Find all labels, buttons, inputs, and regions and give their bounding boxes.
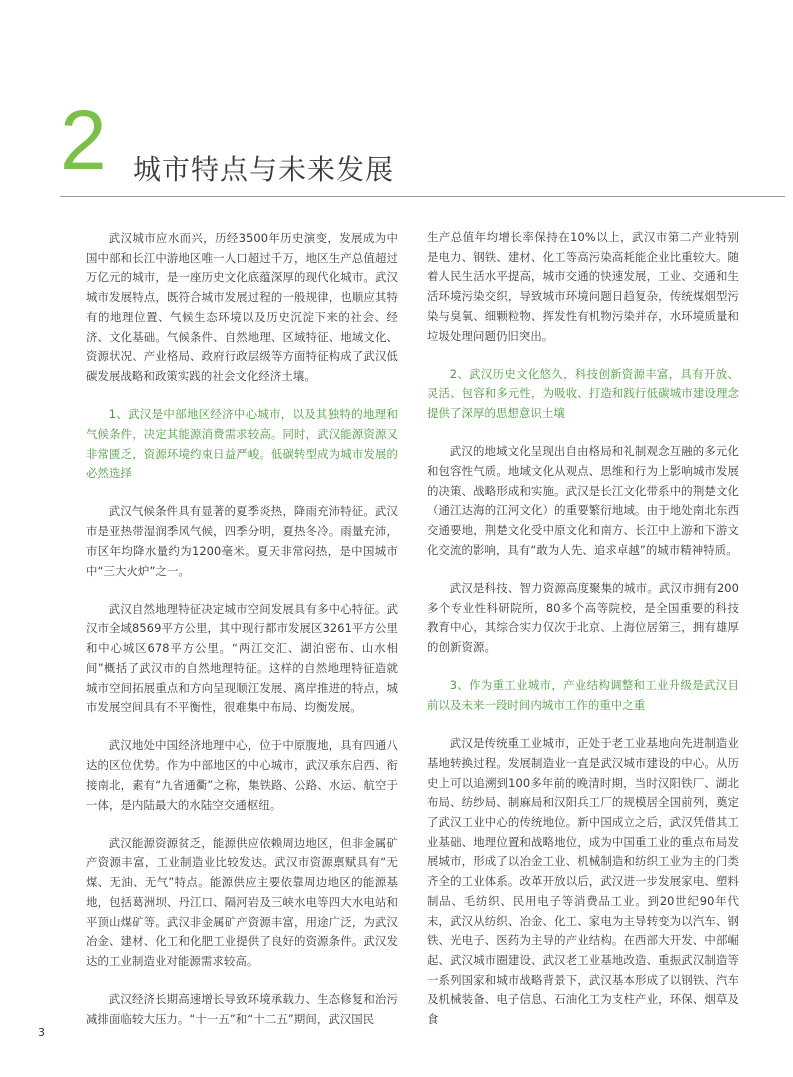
paragraph-culture: 武汉的地域文化呈现出自由格局和礼制观念互融的多元化和包容性气质。地域文化从观点、思维和行为上影响城市发展的决策、战略形成和实施。武汉是长江文化带系中的荆楚文化（通江达海的江河文化）的重要繁衍地域。由于地处南北东西交通要地，荆楚文化受中原文化和南方、长江中上游和下游文化交流的影响，具有“敢为人先、追求卓越”的城市精神特质。 xyxy=(427,444,739,557)
right-column xyxy=(427,228,739,1048)
paragraph-economy: 武汉经济长期高速增长导致环境承载力、生态修复和治污减排面临较大压力。“十一五”和“十二五”期间，武汉国民 xyxy=(86,992,398,1026)
page-number: 3 xyxy=(38,1026,45,1039)
paragraph-energy: 武汉能源资源贫乏，能源供应依赖周边地区，但非金属矿产资源丰富，工业制造业比较发达。武汉市资源禀赋具有“无煤、无油、无气”特点。能源供应主要依靠周边地区的能源基地，包括葛洲坝、丹江口、隔河岩及三峡水电等四大水电站和平顶山煤矿等。武汉非金属矿产资源丰富，用途广泛，为武汉冶金、建材、化工和化肥工业提供了良好的资源条件。武汉发达的工业制造业对能源需求较高。 xyxy=(86,835,398,968)
paragraph-intro: 武汉城市应水而兴，历经3500年历史演变，发展成为中国中部和长江中游地区唯一人口超过千万，地区生产总值超过万亿元的城市，是一座历史文化底蕴深厚的现代化城市。武汉城市发展特点，既符合城市发展过程的一般规律，也顺应其特有的地理位置、气候生态环境以及历史沉淀下来的社会、经济、文化基础。气候条件、自然地理、区域特征、地域文化、资源状况、产业格局、政府行政层级等方面特征构成了武汉低碳发展战略和政策实践的社会文化经济土壤。 xyxy=(86,231,398,383)
paragraph-economy-continued: 生产总值年均增长率保持在10%以上，武汉市第二产业特别是电力、钢铁、建材、化工等高污染高耗能企业比重较大。随着人民生活水平提高，城市交通的快速发展，工业、交通和生活环境污染交织，导致城市环境问题日趋复杂，传统煤烟型污染与臭氧、细颗粒物、挥发性有机物污染并存，水环境质量和垃圾处理问题仍旧突出。 xyxy=(427,230,739,343)
left-column xyxy=(86,229,398,1048)
chapter-title: 城市特点与未来发展 xyxy=(133,153,395,186)
paragraph-geography: 武汉自然地理特征决定城市空间发展具有多中心特征。武汉市全域8569平方公里，其中现行都市发展区3261平方公里和中心城区678平方公里。“两江交汇、湖泊密布、山水相间”概括了武汉市的自然地理特征。这样的自然地理特征造就城市空间拓展重点和方向呈现顺江发展、离岸推进的特点，城市发展空间具有不平衡性，很难集中布局、均衡发展。 xyxy=(86,601,398,715)
chapter-number: 2 xyxy=(60,93,107,187)
paragraph-industry: 武汉是传统重工业城市，正处于老工业基地向先进制造业基地转换过程。发展制造业一直是武汉城市建设的中心。从历史上可以追溯到100多年前的晚清时期，当时汉阳铁厂、湖北布局、纺纱局、制麻局和汉阳兵工厂的规模居全国前列，奠定了武汉工业中心的传统地位。新中国成立之后，武汉凭借其工业基础、地理位置和战略地位，成为中国重工业的重点布局发展城市，形成了以冶金工业、机械制造和纺织工业为主的门类齐全的工业体系。改革开放以后，武汉进一步发展家电、塑料制品、毛纺织、民用电子等消费品工业。到20世纪90年代末，武汉从纺织、冶金、化工、家电为主导转变为以汽车、钢铁、光电子、医药为主导的产业结构。在西部大开发、中部崛起、武汉城市圈建设、武汉老工业基地改造、重振武汉制造等一系列国家和城市战略背景下，武汉基本形成了以钢铁、汽车及机械装备、电子信息、石油化工为支柱产业，环保、烟草及食 xyxy=(427,736,739,1027)
paragraph-location: 武汉地处中国经济地理中心，位于中原腹地，具有四通八达的区位优势。作为中部地区的中心城市，武汉承东启西、衔接南北，素有“九省通衢”之称，集铁路、公路、水运、航空于一体，是内陆最大的水陆空交通枢纽。 xyxy=(86,738,398,812)
section-heading-1: 1、武汉是中部地区经济中心城市，以及其独特的地理和气候条件，决定其能源消费需求较高。同时，武汉能源资源又非常匮乏，资源环境约束日益严峻。低碳转型成为城市发展的必然选择 xyxy=(86,407,398,481)
section-heading-2: 2、武汉历史文化悠久，科技创新资源丰富，具有开放、灵活、包容和多元性，为吸收、打造和践行低碳城市建设理念提供了深厚的思想意识土壤 xyxy=(427,366,739,421)
section-heading-3: 3、作为重工业城市，产业结构调整和工业升级是武汉目前以及未来一段时间内城市工作的重中之重 xyxy=(427,678,739,713)
title-divider xyxy=(60,196,785,197)
paragraph-climate: 武汉气候条件具有显著的夏季炎热，降雨充沛特征。武汉市是亚热带湿润季风气候，四季分明，夏热冬冷。雨量充沛，市区年均降水量约为1200毫米。夏天非常闷热，是中国城市中“三大火炉”之一。 xyxy=(86,504,398,578)
paragraph-science: 武汉是科技、智力资源高度聚集的城市。武汉市拥有200多个专业性科研院所，80多个高等院校，是全国重要的科技教育中心，其综合实力仅次于北京、上海位居第三，拥有雄厚的创新资源。 xyxy=(427,581,739,655)
